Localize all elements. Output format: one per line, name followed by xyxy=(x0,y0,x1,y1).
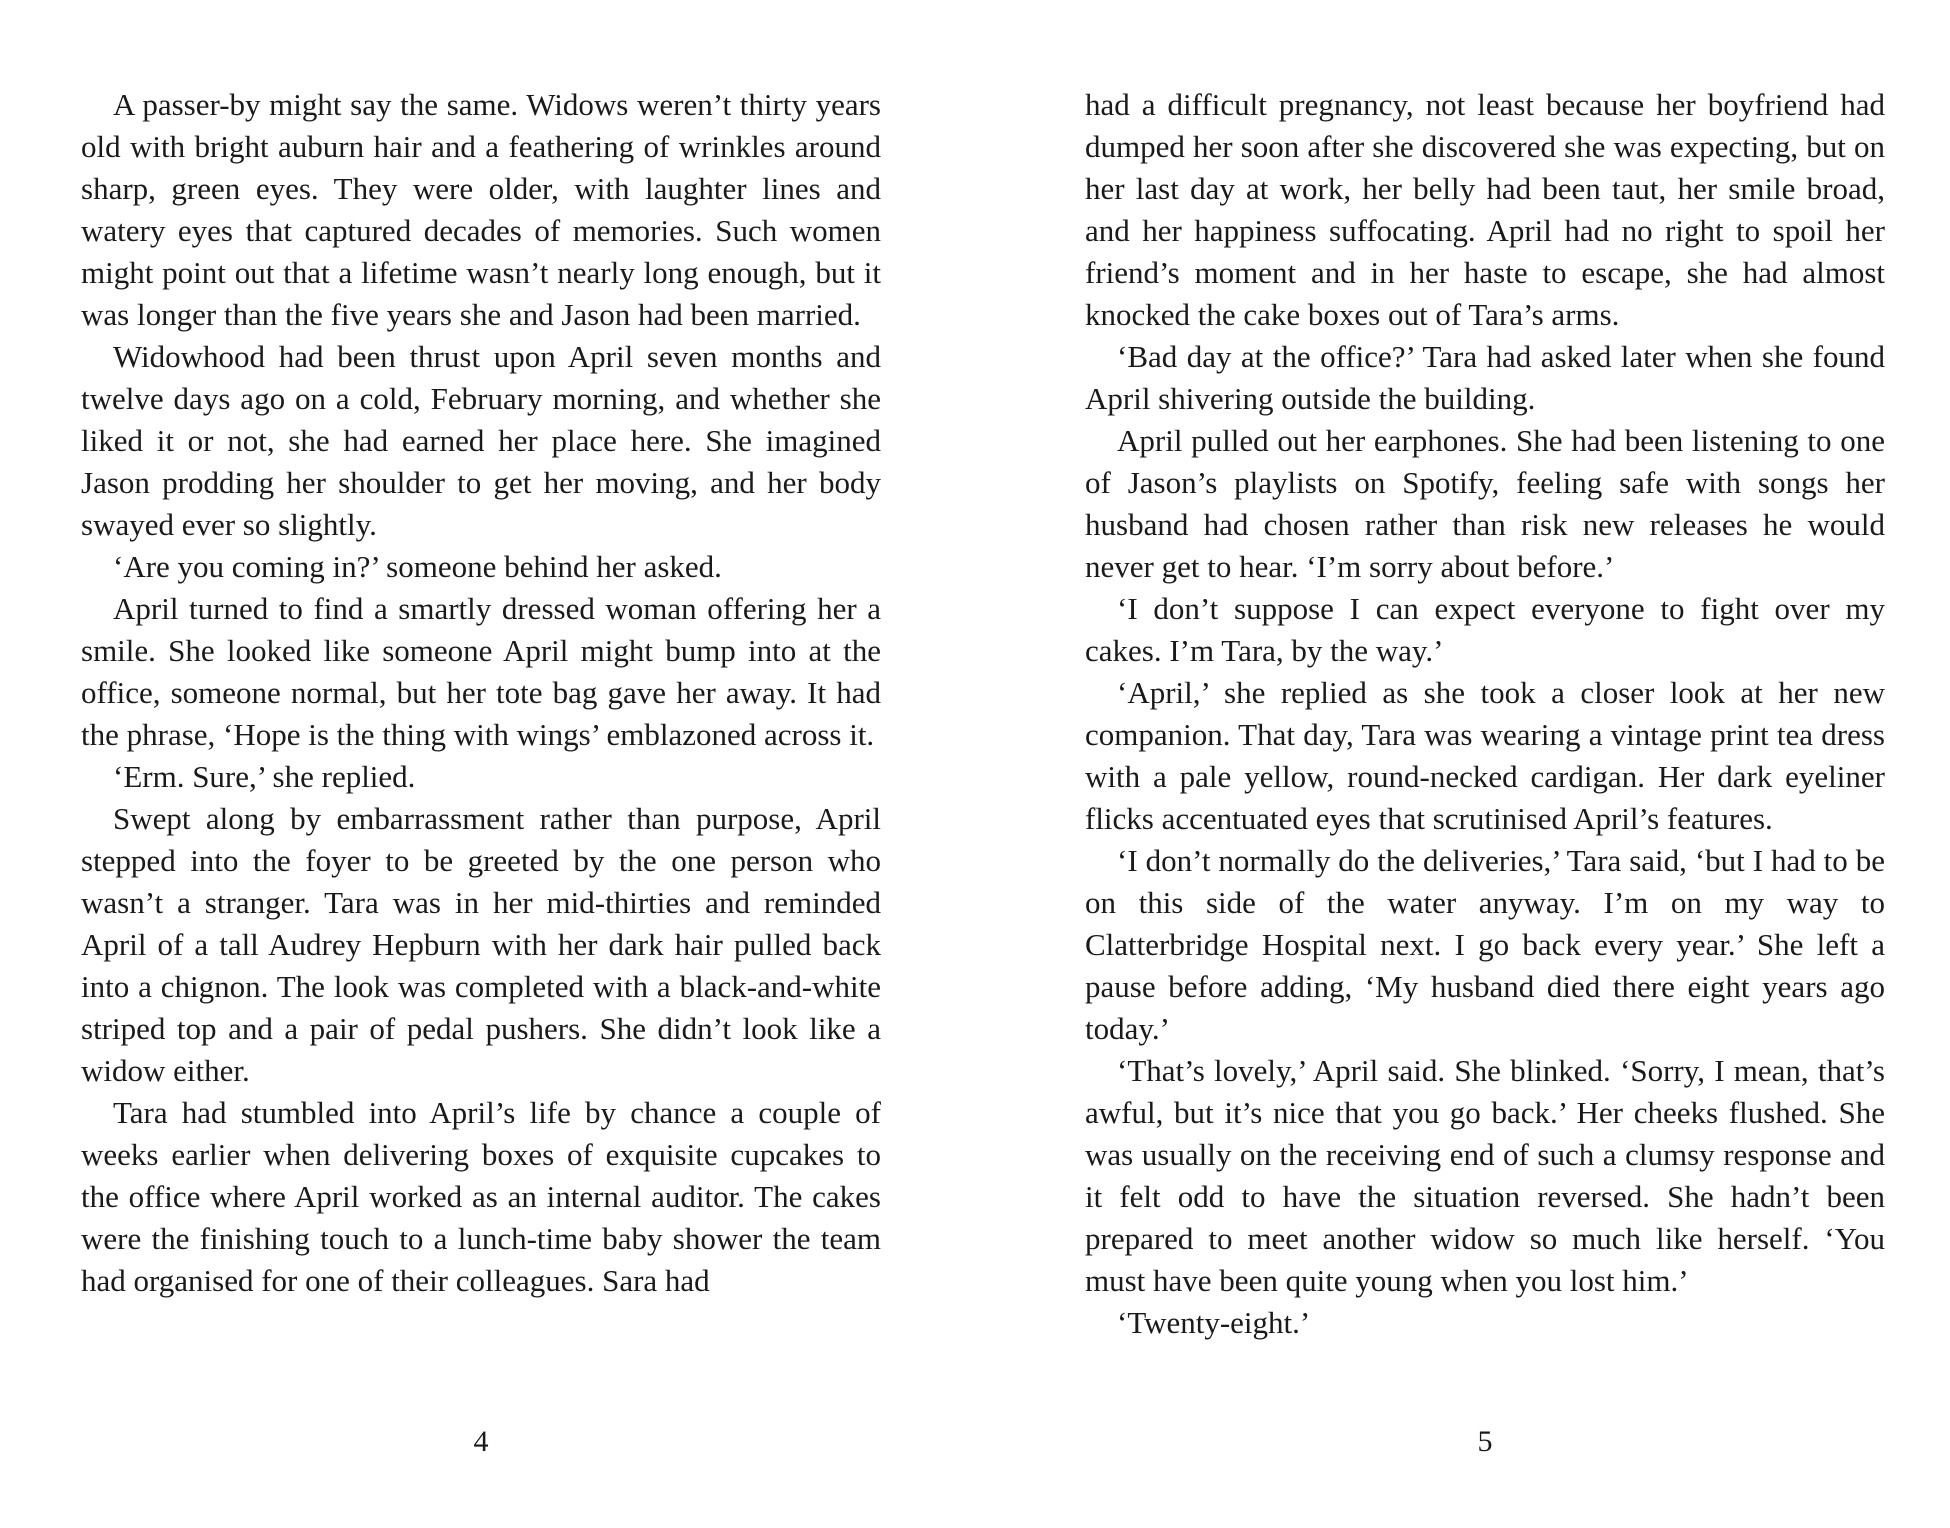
paragraph: April pulled out her earphones. She had been listening to one of Jason’s playlists on Spotify, feeling safe with songs her husband had chosen rather than risk new releases he would never get to hear. ‘I’m sorry about before.’ xyxy=(1085,423,1885,584)
page-number: 4 xyxy=(473,1425,489,1458)
paragraph: ‘I don’t normally do the deliveries,’ Tara said, ‘but I had to be on this side of the water anyway. I’m on my way to Clatterbridge Hospital next. I go back every year.’ She left a pause before adding, ‘My husband died there eight years ago today.’ xyxy=(1085,843,1885,1046)
paragraph: ‘April,’ she replied as she took a closer look at her new companion. That day, Tara was wearing a vintage print tea dress with a pale yellow, round-necked cardigan. Her dark eyeliner flicks accentuated eyes that scrutinised April’s features. xyxy=(1085,675,1885,836)
paragraph: ‘Twenty-eight.’ xyxy=(1117,1305,1311,1340)
page-number: 5 xyxy=(1477,1425,1493,1458)
paragraph: ‘Erm. Sure,’ she replied. xyxy=(113,759,416,794)
paragraph: A passer-by might say the same. Widows weren’t thirty years old with bright auburn hair and a feathering of wrinkles around sharp, green eyes. They were older, with laughter lines and watery eyes that captured decades of memories. Such women might point out that a lifetime wasn’t nearly long enough, but it was longer than the five years she and Jason had been married. xyxy=(81,87,881,332)
paragraph: ‘Bad day at the office?’ Tara had asked later when she found April shivering outside the building. xyxy=(1085,339,1885,416)
paragraph: Swept along by embarrassment rather than purpose, April stepped into the foyer to be greeted by the one person who wasn’t a stranger. Tara was in her mid-thirties and reminded April of a tall Audrey Hepburn with her dark hair pulled back into a chignon. The look was completed with a black-and-white striped top and a pair of pedal pushers. She didn’t look like a widow either. xyxy=(81,801,881,1088)
left-page-text xyxy=(81,84,881,1302)
paragraph: ‘Are you coming in?’ someone behind her asked. xyxy=(113,549,722,584)
paragraph: ‘That’s lovely,’ April said. She blinked. ‘Sorry, I mean, that’s awful, but it’s nice that you go back.’ Her cheeks flushed. She was usually on the receiving end of such a clumsy response and it felt odd to have the situation reversed. She hadn’t been prepared to meet another widow so much like herself. ‘You must have been quite young when you lost him.’ xyxy=(1085,1053,1885,1298)
paragraph: ‘I don’t suppose I can expect everyone to fight over my cakes. I’m Tara, by the way.’ xyxy=(1085,591,1885,668)
right-page-text xyxy=(1085,84,1885,1344)
right-page xyxy=(1085,84,1885,1458)
paragraph: had a difficult pregnancy, not least because her boyfriend had dumped her soon after she discovered she was expecting, but on her last day at work, her belly had been taut, her smile broad, and her happiness suffocating. April had no right to spoil her friend’s moment and in her haste to escape, she had almost knocked the cake boxes out of Tara’s arms. xyxy=(1085,87,1885,332)
left-page xyxy=(81,84,881,1458)
paragraph: April turned to find a smartly dressed woman offering her a smile. She looked like someone April might bump into at the office, someone normal, but her tote bag gave her away. It had the phrase, ‘Hope is the thing with wings’ emblazoned across it. xyxy=(81,591,881,752)
paragraph: Tara had stumbled into April’s life by chance a couple of weeks earlier when delivering boxes of exquisite cupcakes to the office where April worked as an internal auditor. The cakes were the finishing touch to a lunch-time baby shower the team had organised for one of their colleagues. Sara had xyxy=(81,1095,881,1298)
paragraph: Widowhood had been thrust upon April seven months and twelve days ago on a cold, February morning, and whether she liked it or not, she had earned her place here. She imagined Jason prodding her shoulder to get her moving, and her body swayed ever so slightly. xyxy=(81,339,881,542)
